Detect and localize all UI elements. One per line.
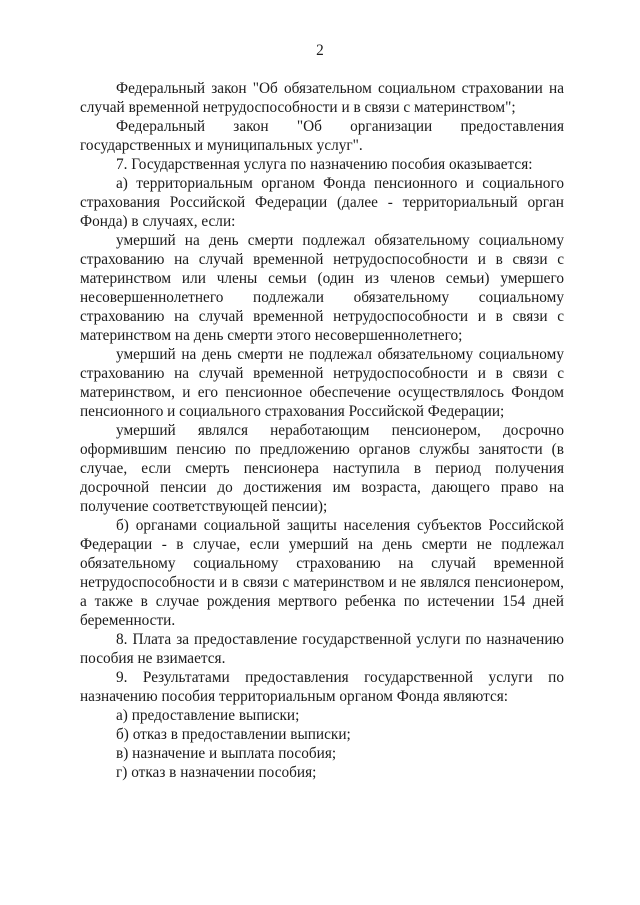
paragraph-law-public-services: Федеральный закон "Об организации предоставления государственных и муниципальных услуг". bbox=[80, 117, 564, 154]
paragraph-case-insured-deceased: умерший на день смерти подлежал обязательному социальному страхованию на случай временной нетрудоспособности и в связи с материнством или члены семьи (один из членов семьи) умершего несовершеннолетнего подлежали обязательному социальному страхованию на случай временной нетрудоспособности и в связи с материнством на день смерти этого несовершеннолетнего; bbox=[80, 231, 564, 344]
paragraph-case-nonworking-pensioner: умерший являлся неработающим пенсионером, досрочно оформившим пенсию по предложению органов службы занятости (в случае, если смерть пенсионера наступила в период получения досрочной пенсии до достижения им возраста, дающего право на получение соответствующей пенсии); bbox=[80, 421, 564, 515]
paragraph-7b-social-protection: б) органами социальной защиты населения субъектов Российской Федерации - в случае, если умерший на день смерти не подлежал обязательному социальному страхованию на случай временной нетрудоспособности и в связи с материнством и не являлся пенсионером, а также в случае рождения мертвого ребенка по истечении 154 дней беременности. bbox=[80, 516, 564, 629]
paragraph-7-service-provider: 7. Государственная услуга по назначению пособия оказывается: bbox=[116, 155, 533, 173]
list-item-result-b: б) отказ в предоставлении выписки; bbox=[116, 725, 351, 743]
list-item-result-a: а) предоставление выписки; bbox=[116, 706, 300, 724]
paragraph-law-social-insurance: Федеральный закон "Об обязательном социальном страховании на случай временной нетрудоспособности и в связи с материнством"; bbox=[80, 79, 564, 116]
list-item-result-d: г) отказ в назначении пособия; bbox=[116, 763, 317, 781]
paragraph-case-pension-fund: умерший на день смерти не подлежал обязательному социальному страхованию на случай временной нетрудоспособности и в связи с материнством, и его пенсионное обеспечение осуществлялось Фондом пенсионного и социального страхования Российской Федерации; bbox=[80, 345, 564, 420]
paragraph-8-no-fee: 8. Плата за предоставление государственной услуги по назначению пособия не взимается. bbox=[80, 630, 564, 667]
paragraph-9-results: 9. Результатами предоставления государственной услуги по назначению пособия территориальным органом Фонда являются: bbox=[80, 668, 564, 705]
list-item-result-c: в) назначение и выплата пособия; bbox=[116, 744, 337, 762]
document-body bbox=[80, 79, 564, 782]
paragraph-7a-fund-body: а) территориальным органом Фонда пенсионного и социального страхования Российской Федерации (далее - территориальный орган Фонда) в случаях, если: bbox=[80, 174, 564, 230]
page-number: 2 bbox=[316, 42, 324, 59]
